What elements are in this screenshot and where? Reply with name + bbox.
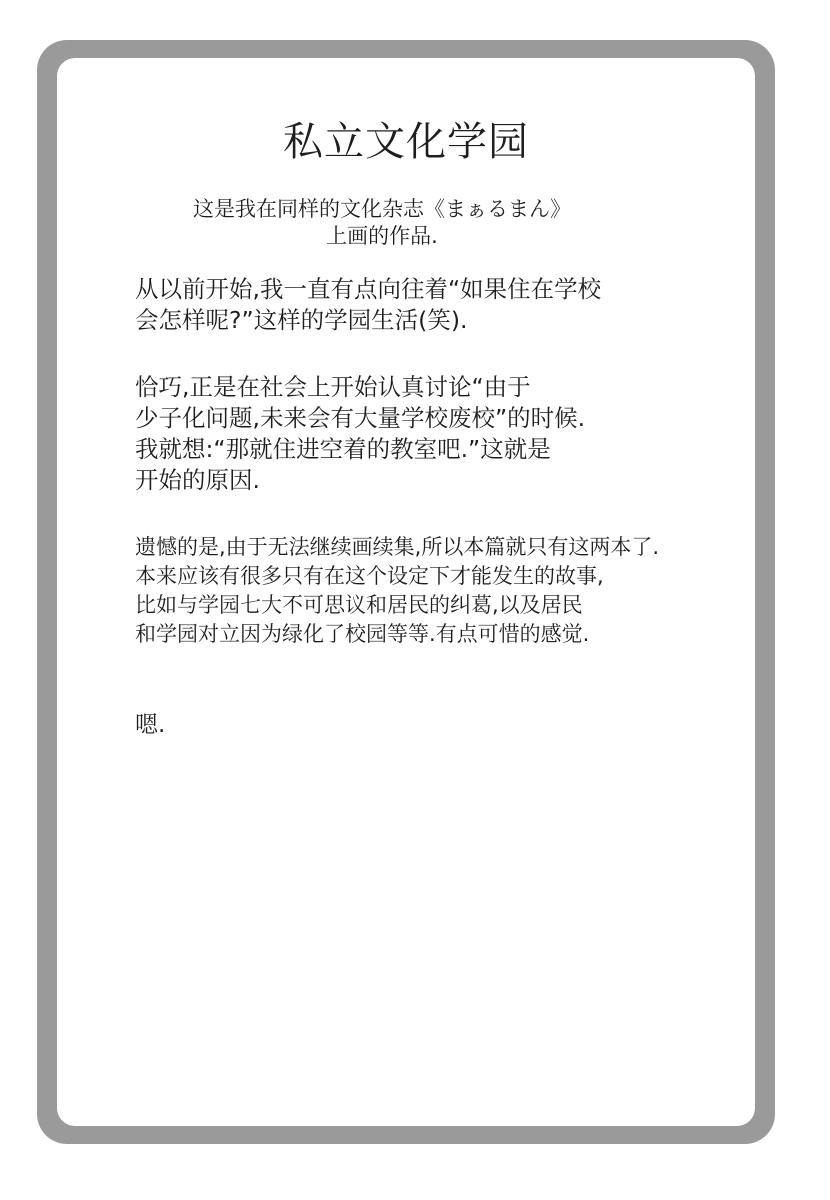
paragraph-4: 嗯. [135,712,166,738]
page-frame [37,40,775,1144]
paragraph-3: 遗憾的是,由于无法继续画续集,所以本篇就只有这两本了. 本来应该有很多只有在这个设定下才能发生的故事, 比如与学园七大不可思议和居民的纠葛,以及居民 和学园对立因为绿化了校园等等.有点可惜的感觉. [135,535,660,646]
intro-note: 这是我在同样的文化杂志《まぁるまん》 上画的作品. [193,197,571,248]
paragraph-1: 从以前开始,我一直有点向往着“如果住在学校 会怎样呢?”这样的学园生活(笑). [135,275,602,334]
text-panel [57,58,755,1126]
page-title: 私立文化学园 [283,119,529,165]
paragraph-2: 恰巧,正是在社会上开始认真讨论“由于 少子化问题,未来会有大量学校废校”的时候. 我就想:“那就住进空着的教室吧.”这就是 开始的原因. [135,373,586,494]
